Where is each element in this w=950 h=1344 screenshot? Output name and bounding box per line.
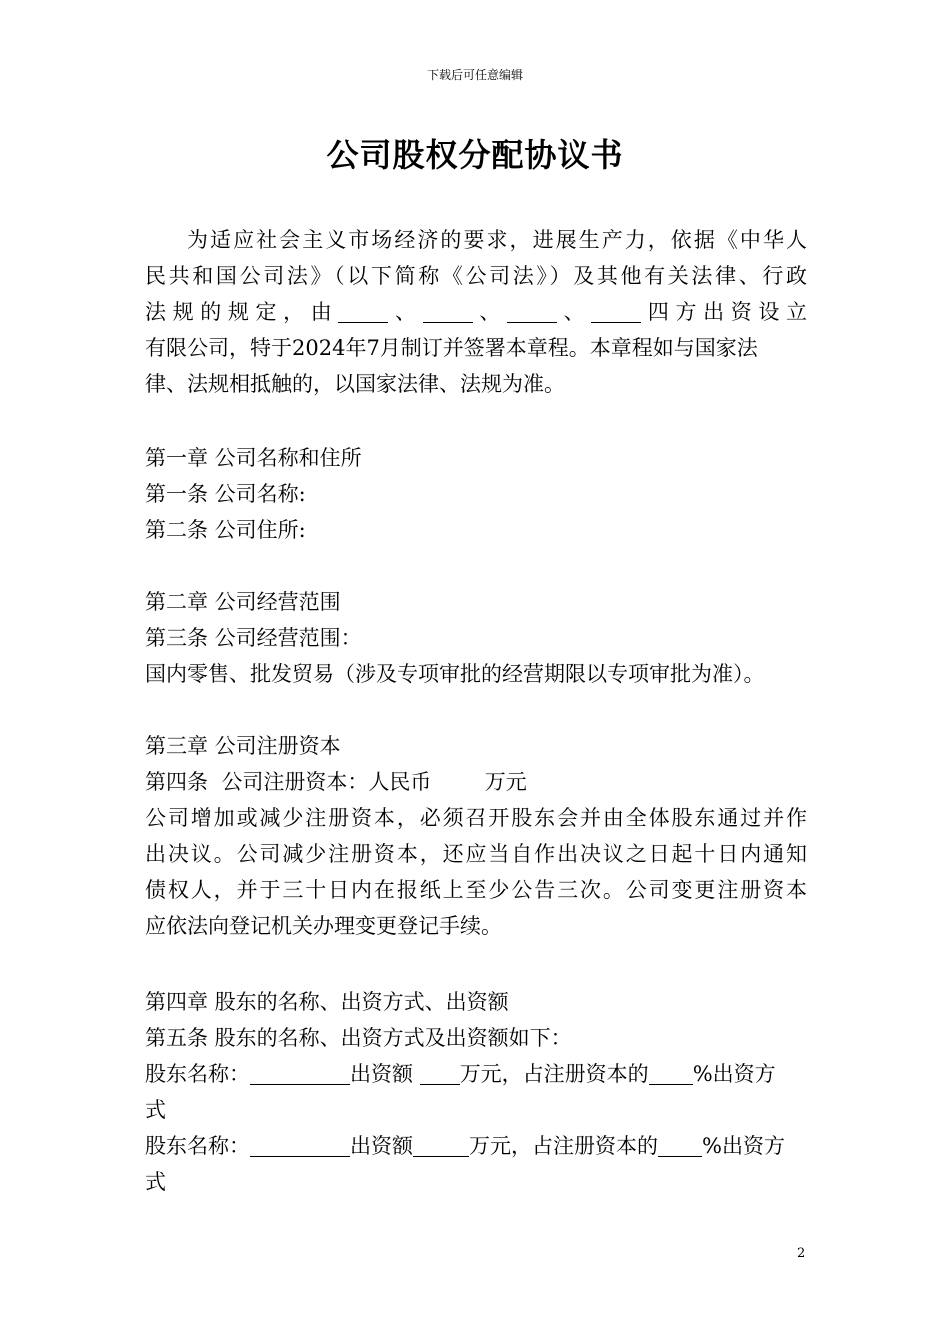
chapter-2	[145, 584, 807, 692]
blank-percent	[649, 1062, 693, 1085]
intro-line-3-end: 四方出资设立	[641, 300, 808, 324]
intro-line-3-text: 法规的规定，由	[145, 300, 339, 324]
separator: 、	[556, 300, 592, 324]
blank-shareholder-name	[250, 1134, 350, 1157]
chapter-3-heading: 第三章 公司注册资本	[145, 734, 341, 758]
intro-line-1: 为适应社会主义市场经济的要求，进展生产力，依据《中华人	[187, 228, 807, 252]
unit-label: 万元，占注册资本的	[459, 1062, 649, 1086]
shareholder-name-label: 股东名称：	[145, 1134, 250, 1158]
shareholder-row-1-end: 式	[145, 1098, 166, 1122]
article-5: 第五条 股东的名称、出资方式及出资额如下：	[145, 1026, 572, 1050]
intro-line-4: 有限公司，特于2024年7月制订并签署本章程。本章程如与国家法	[145, 336, 758, 360]
blank-shareholder-name	[250, 1062, 350, 1085]
blank-party-3	[507, 300, 557, 323]
blank-party-1	[338, 300, 388, 323]
percent-label: %出资方	[702, 1134, 785, 1158]
article-4: 第四条 公司注册资本：人民币 万元	[145, 770, 527, 794]
chapter-2-heading: 第二章 公司经营范围	[145, 590, 341, 614]
shareholder-row-2-end: 式	[145, 1170, 166, 1194]
chapter-1-heading: 第一章 公司名称和住所	[145, 446, 362, 470]
capital-line-4: 应依法向登记机关办理变更登记手续。	[145, 914, 502, 938]
intro-paragraph	[145, 222, 807, 402]
article-2: 第二条 公司住所:	[145, 518, 306, 542]
shareholder-row-2	[145, 1128, 807, 1164]
capital-line-3: 债权人，并于三十日内在报纸上至少公告三次。公司变更注册资本	[145, 878, 807, 902]
capital-line-1: 公司增加或减少注册资本，必须召开股东会并由全体股东通过并作	[145, 806, 807, 830]
business-scope: 国内零售、批发贸易（涉及专项审批的经营期限以专项审批为准）。	[145, 662, 765, 686]
header-note: 下载后可任意编辑	[426, 68, 523, 82]
blank-party-4	[591, 300, 641, 323]
amount-label: 出资额	[350, 1062, 413, 1086]
chapter-4	[145, 984, 807, 1200]
blank-amount	[420, 1062, 460, 1085]
blank-party-2	[423, 300, 473, 323]
page-number: 2	[797, 1246, 806, 1261]
intro-line-2: 民共和国公司法》（以下简称《公司法》）及其他有关法律、行政	[145, 264, 807, 288]
intro-line-5: 律、法规相抵触的，以国家法律、法规为准。	[145, 372, 565, 396]
blank-percent	[658, 1134, 702, 1157]
separator: 、	[472, 300, 507, 324]
article-3: 第三条 公司经营范围：	[145, 626, 362, 650]
percent-label: %出资方	[692, 1062, 776, 1086]
blank-amount	[413, 1134, 469, 1157]
shareholder-row-1	[145, 1056, 807, 1092]
article-1: 第一条 公司名称:	[145, 482, 306, 506]
amount-label: 出资额	[350, 1134, 413, 1158]
unit-label: 万元，占注册资本的	[469, 1134, 658, 1158]
intro-line-3	[145, 294, 807, 330]
chapter-1	[145, 440, 807, 548]
shareholder-name-label: 股东名称：	[145, 1062, 250, 1086]
chapter-3	[145, 728, 807, 944]
document-title: 公司股权分配协议书	[326, 136, 624, 174]
capital-line-2: 出决议。公司减少注册资本，还应当自作出决议之日起十日内通知	[145, 842, 807, 866]
chapter-4-heading: 第四章 股东的名称、出资方式、出资额	[145, 990, 509, 1014]
separator: 、	[388, 300, 423, 324]
